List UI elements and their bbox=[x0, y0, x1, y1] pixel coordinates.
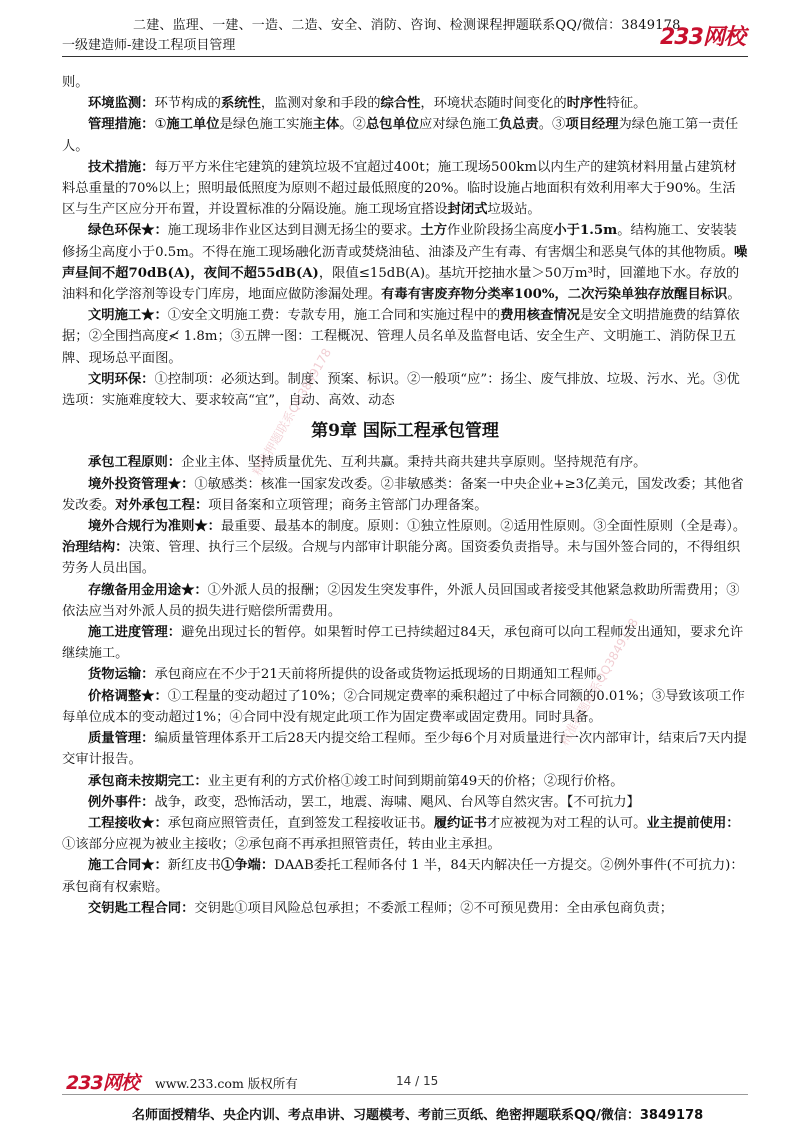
page-footer bbox=[0, 1066, 800, 1132]
paragraph bbox=[62, 93, 748, 114]
bold-term: 绿色环保★： bbox=[88, 223, 168, 239]
bold-term: 项目经理 bbox=[565, 117, 619, 133]
text-run: ①该部分应视为被业主接收；②承包商不再承担照管责任，转由业主承担。 bbox=[62, 837, 501, 853]
text-run: 最重要、最基本的制度。原则：①独立性原则。②适用性原则。③全面性原则（全是毒）。 bbox=[220, 519, 747, 535]
text-run: 编质量管理体系开工后28天内提交给工程师。至少每6个月对质量进行一次内部审计，结束后7天内提交审计报告。 bbox=[62, 731, 747, 768]
footer-ad: 名师面授精华、央企内训、考点串讲、习题模考、考前三页纸、绝密押题联系QQ/微信：3849178 bbox=[132, 1108, 704, 1123]
text-run: 才应被视为对工程的认可。 bbox=[486, 815, 647, 831]
text-run: 战争，政变，恐怖活动，罢工，地震、海啸、飓风、台风等自然灾害。【不可抗力】 bbox=[154, 794, 640, 810]
paragraph bbox=[62, 369, 748, 411]
bold-term: 噪声昼间不超70dB(A)，夜间不超55dB(A) bbox=[62, 244, 748, 281]
watermark-2: 精准押题联系QQ3849178 bbox=[556, 615, 642, 748]
bold-term: 小于1.5m bbox=[553, 223, 618, 239]
text-run: 环节构成的 bbox=[154, 96, 221, 112]
text-run: ，环境状态随时间变化的 bbox=[420, 96, 567, 112]
text-run: 。结构施工、安装装修扬尘高度小于0.5m。不得在施工现场融化沥青或焚烧油毡、油漆及产生有毒、有害烟尘和恶臭气体的其他物质。 bbox=[62, 223, 737, 260]
paragraph bbox=[62, 220, 748, 305]
page-header bbox=[0, 0, 800, 62]
text-run: 施工现场非作业区达到目测无扬尘的要求。 bbox=[167, 223, 421, 239]
bold-term: 业主提前使用： bbox=[646, 815, 740, 831]
bold-term: 价格调整★： bbox=[88, 688, 168, 704]
bold-term: 管理措施： bbox=[88, 117, 155, 133]
paragraph bbox=[62, 664, 748, 685]
text-run: 垃圾站。 bbox=[487, 202, 541, 218]
paragraph bbox=[62, 792, 748, 813]
document-body bbox=[62, 72, 748, 919]
text-run: 是绿色施工实施 bbox=[219, 117, 313, 133]
page-number: 14 / 15 bbox=[396, 1074, 439, 1088]
text-run: 特征。 bbox=[606, 96, 647, 112]
bold-term: 境外合规行为准则★： bbox=[88, 519, 221, 535]
text-run: 承包商应在不少于21天前将所提供的设备或货物运抵现场的日期通知工程师。 bbox=[154, 667, 611, 683]
text-run: 。② bbox=[339, 117, 366, 133]
bold-term: 交钥匙工程合同： bbox=[88, 900, 195, 916]
text-run: ①安全文明施工费：专款专用，施工合同和实施过程中的 bbox=[167, 308, 501, 324]
paragraph bbox=[62, 580, 748, 622]
paragraph bbox=[62, 516, 748, 580]
bold-term: 存缴备用金用途★： bbox=[88, 582, 208, 598]
bold-term: 封闭式 bbox=[447, 202, 488, 218]
text-run: ，限值≤15dB(A)。基坑开挖抽水量＞50万m³时，回灌地下水。存放的油料和化学溶剂等设专门库房，地面应做防渗漏处理。 bbox=[62, 265, 740, 303]
bold-term: 施工合同★： bbox=[88, 858, 168, 874]
paragraph bbox=[62, 855, 748, 897]
paragraph bbox=[62, 114, 748, 156]
bold-term: 负总责 bbox=[498, 117, 539, 133]
text-run: ① bbox=[154, 117, 167, 133]
text-run: 。③ bbox=[538, 117, 566, 133]
text-run: ①敏感类：核准一国家发改委。②非敏感类：备案一中央企业+≥3亿美元，国发改委；其他省发改委。 bbox=[62, 476, 744, 513]
paragraph bbox=[62, 452, 748, 473]
header-subject: 一级建造师-建设工程项目管理 bbox=[62, 38, 236, 53]
text-run: ①工程量的变动超过了10%；②合同规定费率的乘积超过了中标合同额的0.01%；③导致该项工作每单位成本的变动超过1%；④合同中没有规定此项工作为固定费率或固定费用。同时具备。 bbox=[62, 688, 745, 725]
text-run: ①控制项：必须达到。制度、预案、标识。②一般项“应”：扬尘、废气排放、垃圾、污水、光。③优选项：实施难度较大、要求较高“宜”，自动、高效、动态 bbox=[62, 371, 740, 409]
paragraph bbox=[62, 813, 748, 855]
text-run: 业主更有利的方式价格①竣工时间到期前第49天的价格；②现行价格。 bbox=[207, 773, 624, 789]
footer-site: www.233.com 版权所有 bbox=[155, 1076, 298, 1091]
header-divider bbox=[62, 56, 748, 57]
paragraph bbox=[62, 686, 748, 728]
paragraph bbox=[62, 305, 748, 369]
footer-logo: 233网校 bbox=[66, 1072, 139, 1094]
footer-divider bbox=[62, 1094, 748, 1095]
text-run: 。 bbox=[727, 287, 741, 303]
bold-term: 施工进度管理： bbox=[88, 625, 182, 641]
bold-term: 综合性 bbox=[380, 96, 421, 112]
text-run: 承包商应照管责任，直到签发工程接收证书。 bbox=[167, 815, 434, 831]
text-run: 作业阶段扬尘高度 bbox=[447, 223, 554, 239]
bold-term: 文明环保： bbox=[88, 371, 155, 387]
chapter-title: 第9章 国际工程承包管理 bbox=[311, 421, 499, 442]
bold-term: 系统性 bbox=[220, 96, 261, 112]
paragraph bbox=[62, 474, 748, 516]
section-international bbox=[62, 452, 748, 918]
watermark-1: 精准押题联系QQ3849178 bbox=[249, 345, 335, 478]
bold-term: 承包工程原则： bbox=[88, 455, 182, 471]
bold-term: 技术措施： bbox=[88, 159, 155, 175]
bold-term: 总包单位 bbox=[365, 117, 420, 133]
bold-term: 施工单位 bbox=[166, 117, 220, 133]
text-run: ①外派人员的报酬；②因发生突发事件，外派人员回国或者接受其他紧急救助所需费用；③依法应当对外派人员的损失进行赔偿所需费用。 bbox=[62, 582, 740, 619]
paragraph bbox=[62, 157, 748, 221]
bold-term: 土方 bbox=[420, 223, 448, 239]
brand-logo: 233网校 bbox=[660, 25, 745, 50]
text-run: 项目备案和立项管理；商务主管部门办理备案。 bbox=[208, 497, 488, 513]
text-run: 交钥匙①项目风险总包承担；不委派工程师；②不可预见费用：全由承包商负责； bbox=[194, 900, 674, 916]
header-contact-line: 二建、监理、一建、一造、二造、安全、消防、咨询、检测课程押题联系QQ/微信：3849178 bbox=[133, 18, 681, 33]
text-run: DAAB委托工程师各付 1 半，84天内解决任一方提交。②例外事件(不可抗力)：承包商有权索赔。 bbox=[62, 858, 744, 895]
paragraph bbox=[62, 72, 748, 93]
bold-term: 工程接收★： bbox=[88, 815, 168, 831]
paragraph bbox=[62, 898, 748, 919]
bold-term: 例外事件： bbox=[88, 794, 155, 810]
text-run: ，监测对象和手段的 bbox=[260, 96, 381, 112]
bold-term: 承包商未按期完工： bbox=[88, 773, 208, 789]
bold-term: 治理结构： bbox=[62, 540, 129, 556]
text-run: 新红皮书 bbox=[167, 858, 221, 874]
bold-term: 对外承包工程： bbox=[115, 497, 209, 513]
bold-term: 质量管理： bbox=[88, 731, 155, 747]
bold-term: 有毒有害废弃物分类率100%，二次污染单独存放醒目标识 bbox=[381, 287, 728, 303]
text-run: 为绿色施工第一责任人。 bbox=[62, 117, 739, 154]
text-run: 则。 bbox=[62, 75, 89, 90]
text-run: 企业主体、坚持质量优先、互利共赢。秉持共商共建共享原则。坚持规范有序。 bbox=[181, 455, 647, 471]
bold-term: 主体 bbox=[312, 117, 340, 133]
paragraph bbox=[62, 771, 748, 792]
bold-term: 境外投资管理★： bbox=[88, 476, 195, 492]
section-environment bbox=[62, 72, 748, 411]
text-run: 每万平方米住宅建筑的建筑垃圾不宜超过400t；施工现场500km以内生产的建筑材料用量占建筑材料总重量的70%以上；照明最低照度为原则不超过最低照度的20%。临时设施占地面积有效利用率大于90%。生活区与生产区应分开布置，并设置标准的分隔设施。施工现场宜搭设 bbox=[62, 159, 737, 218]
bold-term: 环境监测： bbox=[88, 96, 155, 112]
bold-term: 费用核查情况 bbox=[500, 308, 580, 324]
paragraph bbox=[62, 728, 748, 770]
paragraph bbox=[62, 622, 748, 664]
text-run: 是安全文明措施费的结算依据；②全围挡高度≮ 1.8m；③五牌一图：工程概况、管理人员名单及监督电话、安全生产、文明施工、消防保卫五牌、现场总平面图。 bbox=[62, 308, 740, 366]
bold-term: 文明施工★： bbox=[88, 308, 168, 324]
text-run: 避免出现过长的暂停。如果暂时停工已持续超过84天，承包商可以向工程师发出通知，要求允许继续施工。 bbox=[62, 625, 744, 662]
bold-term: 时序性 bbox=[566, 96, 607, 112]
bold-term: 履约证书 bbox=[433, 815, 487, 831]
text-run: 应对绿色施工 bbox=[419, 117, 499, 133]
bold-term: 货物运输： bbox=[88, 667, 155, 683]
bold-term: ①争端： bbox=[220, 858, 275, 874]
text-run: 决策、管理、执行三个层级。合规与内部审计职能分离。国资委负责指导。未与国外签合同的，不得组织劳务人员出国。 bbox=[62, 540, 741, 577]
